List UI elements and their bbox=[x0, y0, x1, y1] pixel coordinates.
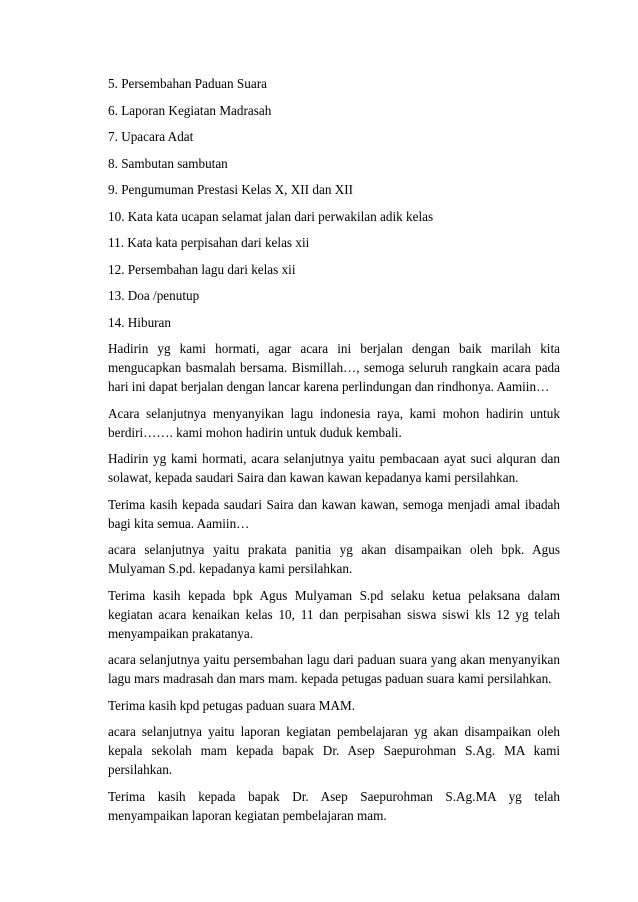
paragraph: acara selanjutnya yaitu laporan kegiatan pembelajaran yg akan disampaikan oleh kepala sekolah mam kepada bapak Dr. Asep Saepurohman S.Ag. MA kami persilahkan. bbox=[108, 724, 560, 777]
list-item: 6. Laporan Kegiatan Madrasah bbox=[108, 102, 272, 118]
script-body bbox=[108, 339, 560, 825]
list-item: 8. Sambutan sambutan bbox=[108, 155, 228, 171]
paragraph: Hadirin yg kami hormati, acara selanjutnya yaitu pembacaan ayat suci alquran dan solawat, kepada saudari Saira dan kawan kawan kepadanya kami persilahkan. bbox=[108, 451, 560, 485]
paragraph: Terima kasih kepada bpk Agus Mulyaman S.pd selaku ketua pelaksana dalam kegiatan acara kenaikan kelas 10, 11 dan perpisahan siswa siswi kls 12 yg telah menyampaikan prakatanya. bbox=[108, 587, 560, 641]
agenda-list bbox=[108, 74, 560, 332]
list-item: 11. Kata kata perpisahan dari kelas xii bbox=[108, 235, 310, 250]
list-item: 7. Upacara Adat bbox=[108, 129, 194, 144]
paragraph: Terima kasih kpd petugas paduan suara MAM. bbox=[108, 697, 356, 713]
list-item: 13. Doa /penutup bbox=[108, 288, 200, 303]
paragraph: Acara selanjutnya menyanyikan lagu indonesia raya, kami mohon hadirin untuk berdiri……. kami mohon hadirin untuk duduk kembali. bbox=[108, 405, 560, 440]
paragraph: acara selanjutnya yaitu prakata panitia yg akan disampaikan oleh bpk. Agus Mulyaman S.pd. kepadanya kami persilahkan. bbox=[108, 542, 560, 576]
document-page bbox=[108, 74, 560, 832]
list-item: 5. Persembahan Paduan Suara bbox=[108, 76, 267, 91]
paragraph: Terima kasih kepada bapak Dr. Asep Saepurohman S.Ag.MA yg telah menyampaikan laporan kegiatan pembelajaran mam. bbox=[108, 788, 560, 823]
paragraph: Terima kasih kepada saudari Saira dan kawan kawan, semoga menjadi amal ibadah bagi kita semua. Aamiin… bbox=[108, 496, 560, 531]
paragraph: acara selanjutnya yaitu persembahan lagu dari paduan suara yang akan menyanyikan lagu mars madrasah dan mars mam. kepada petugas paduan suara kami persilahkan. bbox=[108, 652, 560, 686]
list-item: 12. Persembahan lagu dari kelas xii bbox=[108, 261, 296, 277]
list-item: 9. Pengumuman Prestasi Kelas X, XII dan XII bbox=[108, 182, 354, 197]
list-item: 10. Kata kata ucapan selamat jalan dari perwakilan adik kelas bbox=[108, 208, 434, 224]
list-item: 14. Hiburan bbox=[108, 314, 171, 330]
paragraph: Hadirin yg kami hormati, agar acara ini berjalan dengan baik marilah kita mengucapkan basmalah bersama. Bismillah…, semoga seluruh rangkain acara pada hari ini dapat berjalan dengan lancar karena perlindungan dan rindhonya. Aamiin… bbox=[108, 341, 560, 394]
